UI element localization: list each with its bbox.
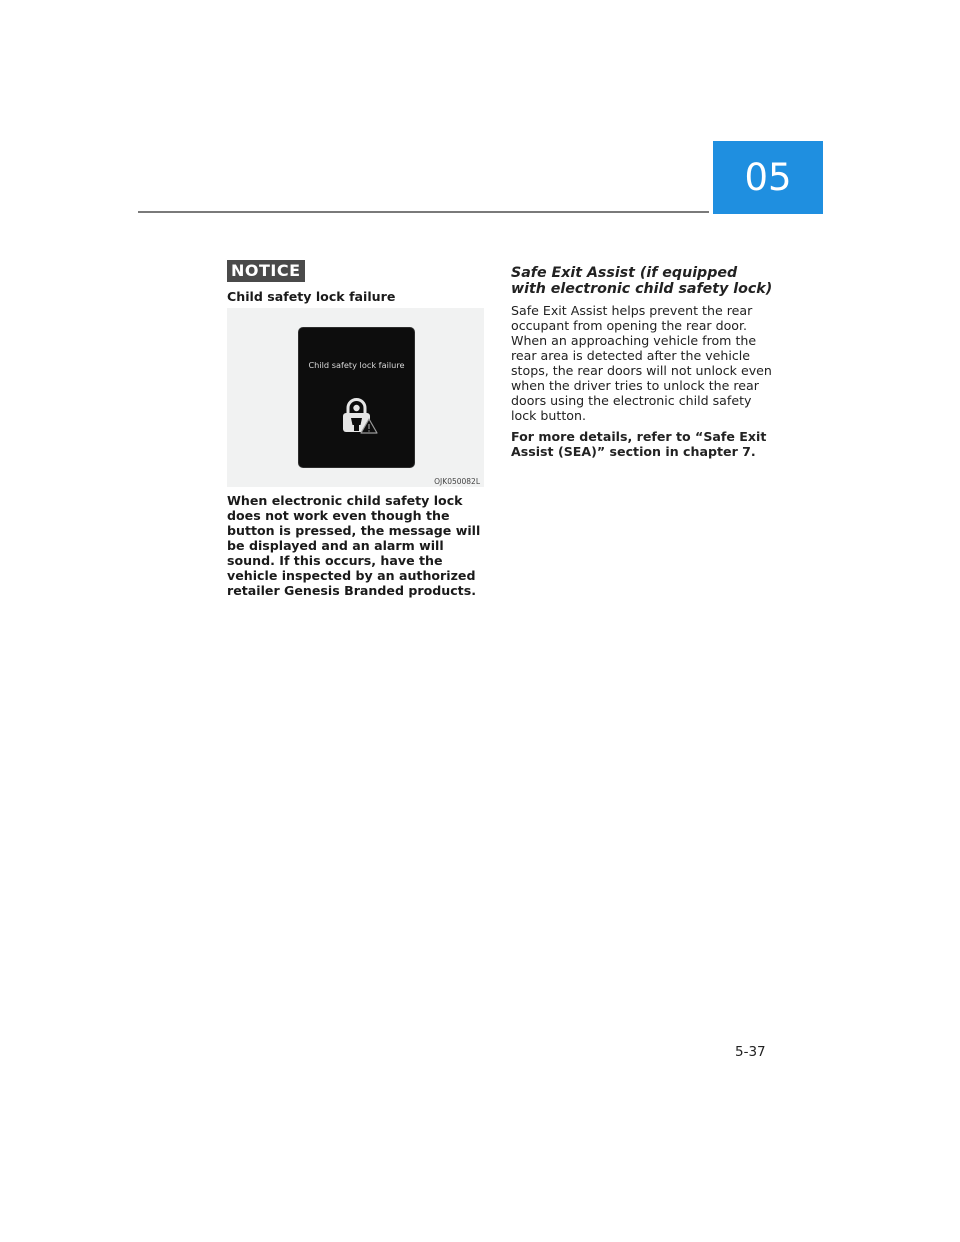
- display-message: Child safety lock failure: [308, 360, 405, 370]
- cluster-display-screen: [298, 327, 415, 468]
- cluster-display-figure: [227, 308, 484, 487]
- notice-body: When electronic child safety lock does not work even though the button is pressed, the message will be displayed and an alarm will sound. If this occurs, have the vehicle inspected by an authorized retailer Genesis Branded products.: [227, 493, 481, 598]
- section-body: Safe Exit Assist helps prevent the rear occupant from opening the rear door. When an approaching vehicle from the rear area is detected after the vehicle stops, the rear doors will not unlock even when the driver tries to unlock the rear doors using the electronic child safety lock button.: [511, 303, 772, 423]
- notice-subtitle: Child safety lock failure: [227, 289, 396, 304]
- safe-exit-assist-section: [511, 265, 776, 459]
- header-rule: [138, 211, 709, 213]
- section-reference: For more details, refer to “Safe Exit Assist (SEA)” section in chapter 7.: [511, 429, 767, 459]
- chapter-tab: 05: [713, 141, 823, 214]
- page-number: 5-37: [735, 1044, 766, 1060]
- section-title: Safe Exit Assist (if equipped with electronic child safety lock): [511, 265, 773, 297]
- figure-code: OJK050082L: [434, 477, 480, 486]
- notice-badge: NOTICE: [227, 260, 305, 282]
- notice-section: [227, 260, 487, 305]
- child-lock-warning-icon: [340, 394, 378, 434]
